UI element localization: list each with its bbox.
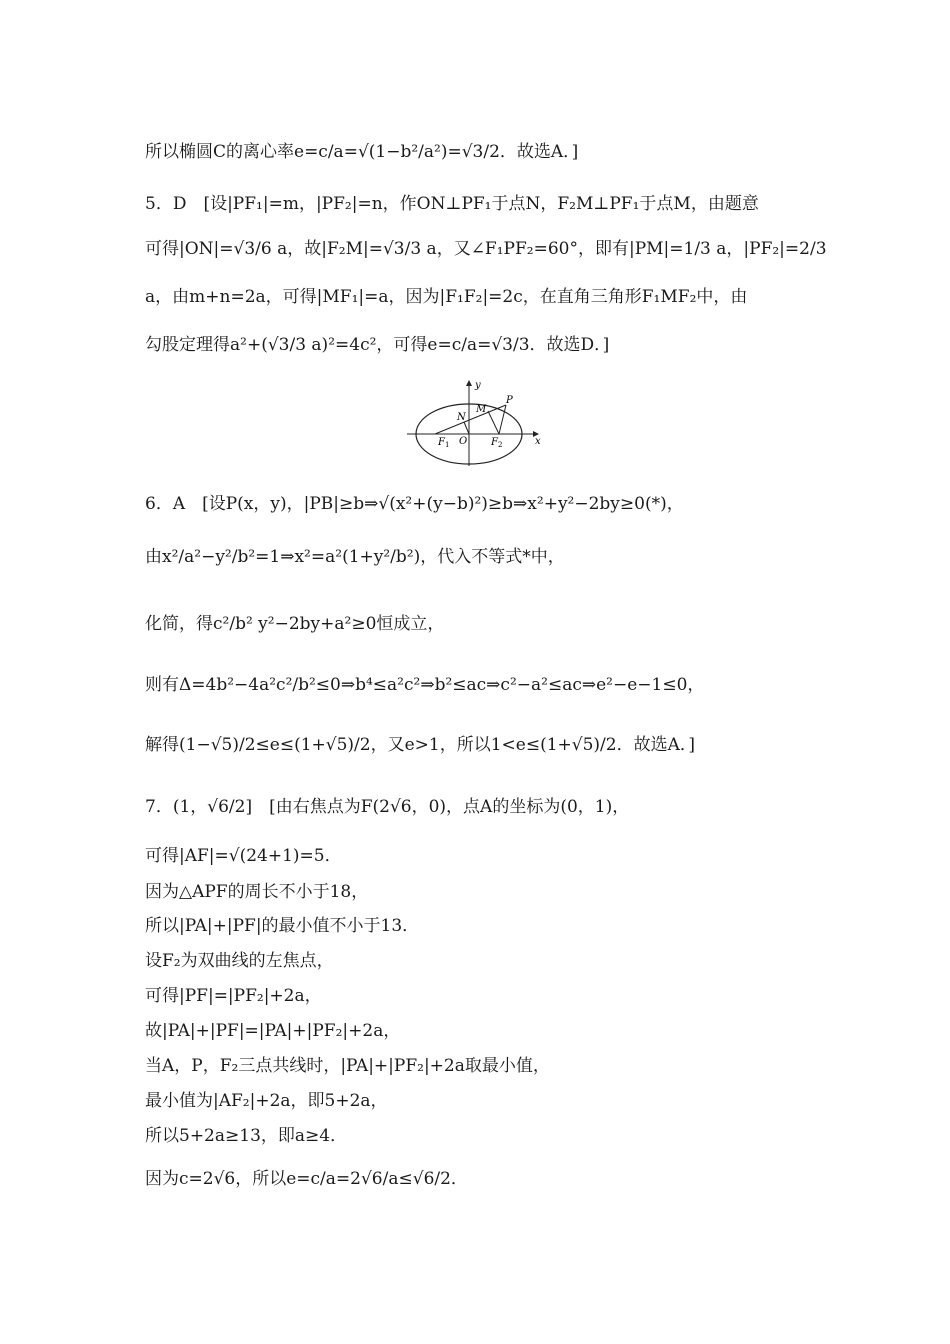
text-line: 6．A [设P(x，y)，|PB|≥b⇒√(x²+(y−b)²)≥b⇒x²+y²−2by≥0(*)，: [145, 494, 684, 514]
text-line: 因为△APF的周长不小于18，: [145, 882, 369, 902]
text-line: 当A，P，F₂三点共线时，|PA|+|PF₂|+2a取最小值，: [145, 1056, 550, 1076]
text-line: 5．D [设|PF₁|=m，|PF₂|=n，作ON⊥PF₁于点N，F₂M⊥PF₁于点M，由题意: [145, 194, 759, 214]
text-line: 可得|PF|=|PF₂|+2a，: [145, 986, 322, 1006]
label-p: P: [506, 395, 513, 406]
text-line: 7．(1，√6/2] [由右焦点为F(2√6，0)，点A的坐标为(0，1)，: [145, 797, 630, 817]
segment-f2-m: [488, 411, 499, 434]
label-n: N: [457, 412, 466, 423]
y-axis-arrow: [466, 380, 472, 386]
text-line: 可得|AF|=√(24+1)=5．: [145, 846, 342, 866]
text-line: 所以5+2a≥13，即a≥4．: [145, 1126, 348, 1146]
label-f2-sub: 2: [498, 441, 503, 449]
label-o: O: [459, 436, 468, 447]
segment-f1-p: [435, 405, 506, 434]
text-line: 最小值为|AF₂|+2a，即5+2a，: [145, 1091, 388, 1111]
text-line: 勾股定理得a²+(√3/3 a)²=4c²，可得e=c/a=√3/3．故选D．]: [145, 335, 610, 355]
label-m: M: [476, 404, 487, 415]
text-line: 化简，得c²/b² y²−2by+a²≥0恒成立，: [145, 614, 445, 634]
label-f1: F: [438, 437, 445, 448]
text-line: 因为c=2√6，所以e=c/a=2√6/a≤√6/2．: [145, 1169, 468, 1189]
text-line: a，由m+n=2a，可得|MF₁|=a，因为|F₁F₂|=2c，在直角三角形F₁MF₂中，由: [145, 287, 748, 307]
segment-o-n: [464, 422, 469, 434]
text-line: 则有Δ=4b²−4a²c²/b²≤0⇒b⁴≤a²c²⇒b²≤ac⇒c²−a²≤ac⇒e²−e−1≤0，: [145, 675, 705, 695]
label-f1-sub: 1: [445, 441, 450, 449]
label-x: x: [535, 436, 541, 447]
text-line: 故|PA|+|PF|=|PA|+|PF₂|+2a，: [145, 1021, 401, 1041]
text-line: 所以椭圆C的离心率e=c/a=√(1−b²/a²)=√3/2．故选A．]: [145, 142, 579, 162]
label-f2: F: [491, 437, 498, 448]
label-y: y: [475, 380, 481, 391]
text-line: 可得|ON|=√3/6 a，故|F₂M|=√3/3 a，又∠F₁PF₂=60°，即有|PM|=1/3 a，|PF₂|=2/3: [145, 239, 827, 259]
ellipse-figure: [405, 378, 545, 468]
text-line: 解得(1−√5)/2≤e≤(1+√5)/2，又e>1，所以1<e≤(1+√5)/2．故选A．]: [145, 735, 695, 755]
text-line: 所以|PA|+|PF|的最小值不小于13．: [145, 916, 420, 936]
text-line: 由x²/a²−y²/b²=1⇒x²=a²(1+y²/b²)，代入不等式*中，: [145, 547, 565, 567]
text-line: 设F₂为双曲线的左焦点，: [145, 951, 334, 971]
